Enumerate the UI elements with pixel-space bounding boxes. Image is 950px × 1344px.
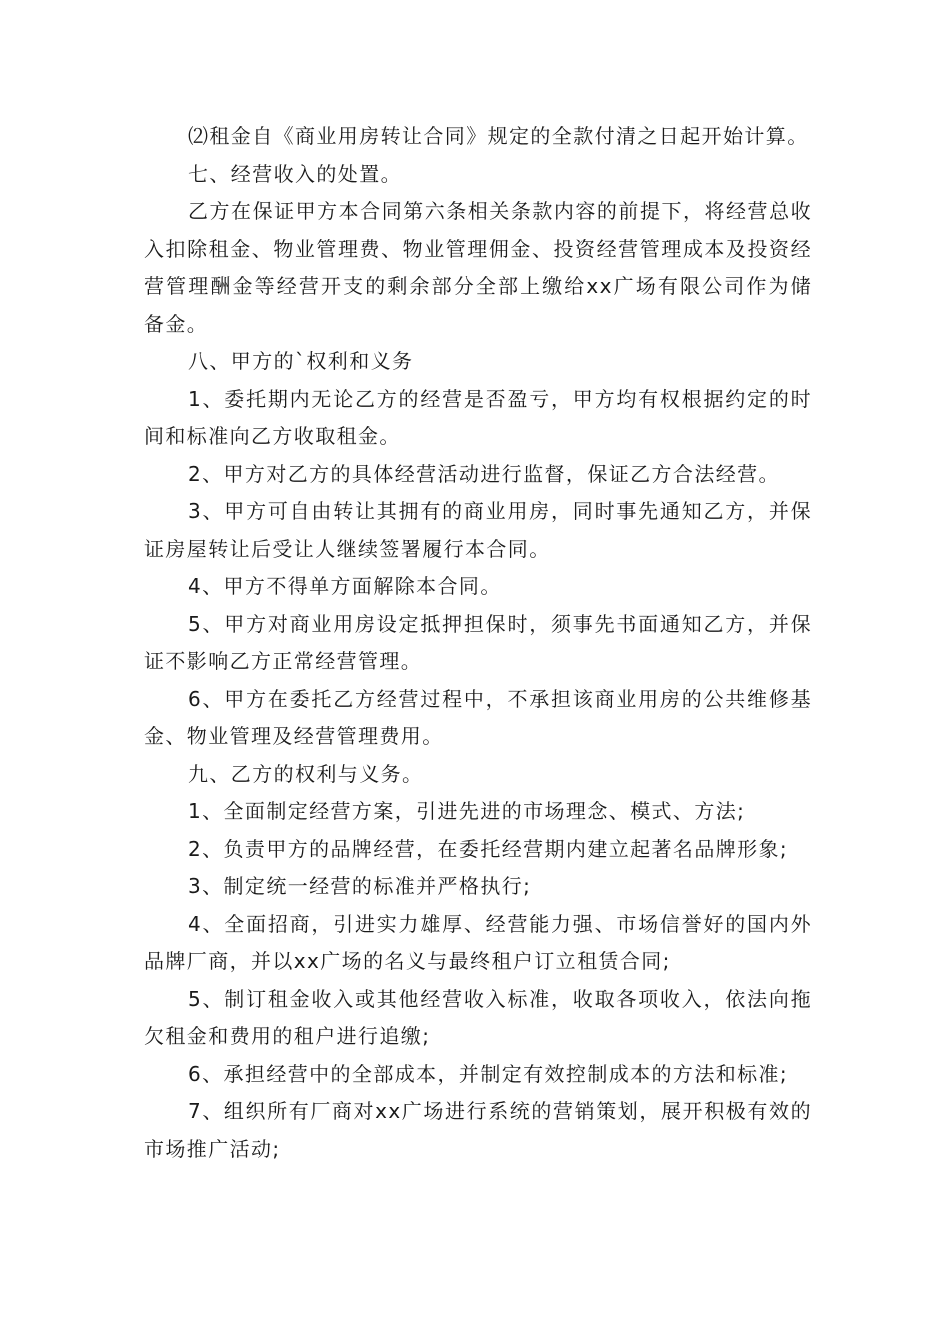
- paragraph-party-b-item-7: 7、组织所有厂商对xx广场进行系统的营销策划，展开积极有效的市场推广活动;: [144, 1099, 812, 1161]
- paragraph-party-a-item-1: 1、委托期内无论乙方的经营是否盈亏，甲方均有权根据约定的时间和标准向乙方收取租金。: [144, 386, 812, 448]
- heading-section-7: 七、经营收入的处置。: [188, 161, 402, 186]
- paragraph-party-b-item-1: 1、全面制定经营方案，引进先进的市场理念、模式、方法;: [188, 799, 746, 823]
- paragraph-party-a-item-4: 4、甲方不得单方面解除本合同。: [188, 574, 502, 598]
- heading-section-9: 九、乙方的权利与义务。: [188, 761, 424, 786]
- paragraph-party-b-item-5: 5、制订租金收入或其他经营收入标准，收取各项收入，依法向拖欠租金和费用的租户进行追缴;: [144, 986, 812, 1048]
- paragraph-party-a-item-2: 2、甲方对乙方的具体经营活动进行监督，保证乙方合法经营。: [188, 461, 780, 486]
- paragraph-rent-start: ⑵租金自《商业用房转让合同》规定的全款付清之日起开始计算。: [188, 124, 809, 148]
- paragraph-party-b-item-4: 4、全面招商，引进实力雄厚、经营能力强、市场信誉好的国内外品牌厂商，并以xx广场的名义与最终租户订立租赁合同;: [144, 911, 812, 973]
- paragraph-party-a-item-6: 6、甲方在委托乙方经营过程中，不承担该商业用房的公共维修基金、物业管理及经营管理费用。: [144, 686, 812, 748]
- paragraph-party-b-item-3: 3、制定统一经营的标准并严格执行;: [188, 874, 532, 898]
- heading-section-8: 八、甲方的`权利和义务: [188, 349, 414, 373]
- paragraph-income-disposal: 乙方在保证甲方本合同第六条相关条款内容的前提下，将经营总收入扣除租金、物业管理费、物业管理佣金、投资经营管理成本及投资经营管理酬金等经营开支的剩余部分全部上缴给xx广场有限公司作为储备金。: [144, 199, 812, 336]
- paragraph-party-a-item-3: 3、甲方可自由转让其拥有的商业用房，同时事先通知乙方，并保证房屋转让后受让人继续签署履行本合同。: [144, 499, 812, 561]
- paragraph-party-b-item-6: 6、承担经营中的全部成本，并制定有效控制成本的方法和标准;: [188, 1061, 789, 1086]
- paragraph-party-b-item-2: 2、负责甲方的品牌经营，在委托经营期内建立起著名品牌形象;: [188, 836, 789, 861]
- paragraph-party-a-item-5: 5、甲方对商业用房设定抵押担保时，须事先书面通知乙方，并保证不影响乙方正常经营管理。: [144, 611, 812, 673]
- document-body: [144, 118, 812, 1168]
